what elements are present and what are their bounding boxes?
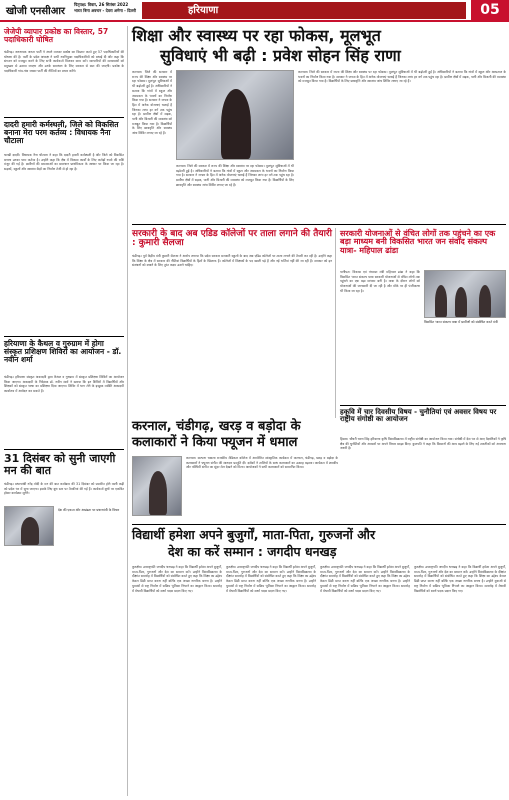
- left-story4-body: चंडीगढ़। प्रधानमंत्री नरेंद्र मोदी के मन की बात कार्यक्रम की 31 दिसंबर को प्रसारित होने वाली कड़ी को प्रदेश भर में सुना जाएगा। इसके लिए बूथ स्तर पर तैयारियां की गई हैं। कार्यकर्ता बूथों पर एकत्रित होकर कार्यक्रम सुनेंगे।: [4, 482, 124, 496]
- feature-headline-line1: करनाल, चंडीगढ़, खरड़ व बड़ोदा के: [132, 419, 301, 434]
- person-figure: [221, 89, 251, 159]
- left-story3-body: चंडीगढ़। हरियाणा संस्कृत अकादमी द्वारा कैथल व गुरुग्राम में संस्कृत प्रशिक्षण शिविरों का आयोजन किया जाएगा। अकादमी के निदेशक डॉ. नवीन शर्मा ने बताया कि इन शिविरों में विद्यार्थियों और शिक्षकों को संस्कृत भाषा का प्रशिक्षण दिया जाएगा। शिविर में भाग लेने के इच्छुक व्यक्ति अकादमी कार्यालय में आवेदन कर सकते हैं।: [4, 375, 124, 394]
- bottom-body-col1: कुरुक्षेत्र। उपराष्ट्रपति जगदीप धनखड़ ने कहा कि विद्यार्थी हमेशा अपने बुजुर्गों, माता-पिता, गुरुजनों और देश का सम्मान करें। उन्होंने विश्वविद्यालय के दीक्षांत समारोह में विद्यार्थियों को संबोधित करते हुए कहा कि शिक्षा का उद्देश्य केवल डिग्री प्राप्त करना नहीं बल्कि एक अच्छा नागरिक बनना है। उन्होंने युवाओं से राष्ट्र निर्माण में सक्रिय भूमिका निभाने का आह्वान किया। समारोह में मेधावी विद्यार्थियों को स्वर्ण पदक प्रदान किए गए।: [132, 565, 222, 593]
- left-story3-headline: हरियाणा के कैथल व गुरुग्राम में होगा संस्कृत प्रशिक्षण शिविरों का आयोजन - डॉ. नवीन शर्मा: [4, 339, 122, 364]
- mid-right-photo: [424, 270, 506, 318]
- masthead-tagline: भारत बिना अवचन - देवरा अमेगा - दिल्ली: [74, 8, 136, 13]
- person-figure: [21, 517, 39, 545]
- mid-right-caption: विकसित भारत संकल्प यात्रा में ग्रामीणों को संबोधित करते मंत्री: [424, 320, 498, 324]
- mid-right-headline: सरकारी योजनाओं से वंचित लोगों तक पहुंचने का एक बड़ा माध्यम बनी विकसित भारत जन संवाद संकल्प यात्रा- महिपाल ढांडा: [340, 229, 496, 255]
- lead-body-col3: करनाल। जिले की सरकार में राज्य की शिक्षा और स्वास्थ्य पर रहा फोकस। मूलभूत सुविधाओं में भी बढ़ोतरी हुई है। अधिकारियों ने बताया कि गांवों में स्कूल और अस्पताल के भवनों का निर्माण किया गया है। सरकार ने जनता के हित में अनेक योजनाएं चलाई हैं जिनका लाभ हर वर्ग तक पहुंच रहा है। ग्रामीण क्षेत्रों में सड़क, पानी और बिजली की व्यवस्था को मजबूत किया गया है। विद्यार्थियों के लिए छात्रवृत्ति और स्वास्थ्य जांच शिविर लगाए जा रहे हैं।: [298, 70, 506, 84]
- divider: [4, 449, 124, 450]
- mid-right-body: पानीपत। विकास एवं पंचायत मंत्री महिपाल ढांडा ने कहा कि विकसित भारत संकल्प यात्रा सरकारी योजनाओं से वंचित लोगों तक पहुंचने का एक बड़ा माध्यम बनी है। यात्रा के दौरान लोगों को योजनाओं की जानकारी दी जा रही है और मौके पर ही पंजीकरण भी किया जा रहा है।: [340, 270, 420, 293]
- left-story4-photo: [4, 506, 54, 546]
- bottom-body-col3: कुरुक्षेत्र। उपराष्ट्रपति जगदीप धनखड़ ने कहा कि विद्यार्थी हमेशा अपने बुजुर्गों, माता-पिता, गुरुजनों और देश का सम्मान करें। उन्होंने विश्वविद्यालय के दीक्षांत समारोह में विद्यार्थियों को संबोधित करते हुए कहा कि शिक्षा का उद्देश्य केवल डिग्री प्राप्त करना नहीं बल्कि एक अच्छा नागरिक बनना है। उन्होंने युवाओं से राष्ट्र निर्माण में सक्रिय भूमिका निभाने का आह्वान किया। समारोह में मेधावी विद्यार्थियों को स्वर्ण पदक प्रदान किए गए।: [320, 565, 410, 593]
- person-figure: [479, 285, 491, 317]
- bottom-headline-line2: देश का करें सम्मान : जगदीप धनखड़: [168, 544, 337, 559]
- person-figure: [435, 285, 447, 317]
- left-story4-caption: देश की एकता और अखंडता पर प्रधानमंत्री के विचार: [58, 508, 120, 512]
- right-story-body: हिसार। चौधरी चरण सिंह हरियाणा कृषि विश्वविद्यालय में राष्ट्रीय संगोष्ठी का आयोजन किया गया। संगोष्ठी में देश भर से आए वैज्ञानिकों ने कृषि क्षेत्र की चुनौतियों और अवसरों पर अपने विचार साझा किए। कुलपति ने कहा कि किसानों की आय बढ़ाने के लिए नई तकनीकों को अपनाना जरूरी है।: [340, 437, 506, 451]
- mid-left-body: चंडीगढ़। पूर्व केंद्रीय मंत्री कुमारी सैलजा ने आरोप लगाया कि प्रदेश सरकार सरकारी स्कूलों के बाद अब एडिड कॉलेजों पर ताला लगाने की तैयारी कर रही है। उन्होंने कहा कि शिक्षा के क्षेत्र में सरकार की नीतियां विद्यार्थियों के हितों के खिलाफ हैं। कॉलेजों में शिक्षकों के पद खाली पड़े हैं और नई भर्तियां नहीं की जा रही हैं। सरकार को इन संस्थानों को बचाने के लिए तुरंत कदम उठाने चाहिए।: [132, 254, 332, 268]
- masthead: [0, 0, 509, 22]
- lead-body-col1: करनाल। जिले की सरकार में राज्य की शिक्षा और स्वास्थ्य पर रहा फोकस। मूलभूत सुविधाओं में भी बढ़ोतरी हुई है। अधिकारियों ने बताया कि गांवों में स्कूल और अस्पताल के भवनों का निर्माण किया गया है। सरकार ने जनता के हित में अनेक योजनाएं चलाई हैं जिनका लाभ हर वर्ग तक पहुंच रहा है। ग्रामीण क्षेत्रों में सड़क, पानी और बिजली की व्यवस्था को मजबूत किया गया है। विद्यार्थियों के लिए छात्रवृत्ति और स्वास्थ्य जांच शिविर लगाए जा रहे हैं।: [132, 70, 172, 136]
- masthead-date: पितृपक्ष: विवार, 26 सितंबर 2022: [74, 2, 129, 7]
- right-story-headline: हकृवि में चार दिवसीय विषय - चुनौतियां एवं अवसर विषय पर राष्ट्रीय संगोष्ठी का आयोजन: [340, 408, 497, 424]
- person-figure: [149, 471, 167, 515]
- page-number: 05: [471, 0, 509, 21]
- lead-headline-line1: शिक्षा और स्वास्थ्य पर रहा फोकस, मूलभूत: [132, 26, 381, 45]
- divider: [4, 336, 124, 337]
- divider: [132, 524, 506, 525]
- left-story1-body: चंडीगढ़। जननायक जनता पार्टी ने अपने व्यापार प्रकोष्ठ का विस्तार करते हुए 57 पदाधिकारियों की घोषणा की है। पार्टी के प्रदेश अध्यक्ष ने सभी नवनियुक्त पदाधिकारियों को बधाई दी और कहा कि संगठन को मजबूत करने के लिए सभी कार्यकर्ता मिलकर काम करें। व्यापारियों की समस्याओं को प्रमुखता से उठाया जाएगा और उनके समाधान के लिए सरकार से बात की जाएगी। प्रकोष्ठ के पदाधिकारी गांव-गांव जाकर पार्टी की नीतियों का प्रचार करेंगे।: [4, 50, 124, 73]
- column-divider: [335, 228, 336, 418]
- divider: [132, 224, 506, 225]
- feature-body: करनाल। कल्पना चावला राजकीय मेडिकल कॉलेज में आयोजित सांस्कृतिक कार्यक्रम में करनाल, चंडीगढ़, खरड़ व बड़ोदा के कलाकारों ने फ्यूजन संगीत की शानदार प्रस्तुति दी। दर्शकों ने तालियों के साथ कलाकारों का उत्साह बढ़ाया। कार्यक्रम में शास्त्रीय और पश्चिमी संगीत का सुंदर मेल देखने को मिला। आयोजकों ने सभी कलाकारों को सम्मानित किया।: [186, 456, 338, 470]
- lead-photo: [176, 70, 294, 160]
- column-divider: [127, 26, 128, 796]
- divider: [4, 117, 124, 118]
- left-story2-body: चरखी दादरी। विधायक नैना चौटाला ने कहा कि दादरी हमारी कर्मस्थली है और जिले को विकसित बनाना उनका परम कर्तव्य है। उन्होंने कहा कि क्षेत्र में विकास कार्यों के लिए करोड़ों रुपये की राशि मंजूर की गई है। ग्रामीणों की समस्याओं का समाधान प्राथमिकता के आधार पर किया जा रहा है। सड़कों, स्कूलों और स्वास्थ्य केंद्रों का निर्माण तेजी से हो रहा है।: [4, 153, 124, 172]
- left-story4-headline: 31 दिसंबर को सुनी जाएगी मन की बात: [4, 452, 116, 477]
- section-title: हरियाणा: [142, 2, 466, 19]
- bottom-body-col4: कुरुक्षेत्र। उपराष्ट्रपति जगदीप धनखड़ ने कहा कि विद्यार्थी हमेशा अपने बुजुर्गों, माता-पिता, गुरुजनों और देश का सम्मान करें। उन्होंने विश्वविद्यालय के दीक्षांत समारोह में विद्यार्थियों को संबोधित करते हुए कहा कि शिक्षा का उद्देश्य केवल डिग्री प्राप्त करना नहीं बल्कि एक अच्छा नागरिक बनना है। उन्होंने युवाओं से राष्ट्र निर्माण में सक्रिय भूमिका निभाने का आह्वान किया। समारोह में मेधावी विद्यार्थियों को स्वर्ण पदक प्रदान किए गए।: [414, 565, 506, 593]
- divider: [340, 405, 506, 406]
- feature-photo: [132, 456, 182, 516]
- paper-name: खोजी एनसीआर: [6, 6, 66, 17]
- mid-left-headline: सरकारी के बाद अब एडिड कॉलेजों पर ताला लगाने की तैयारी : कुमारी सैलजा: [132, 229, 332, 249]
- left-story1-headline: जेजेपी व्यापार प्रकोष्ठ का विस्तार, 57 पदाधिकारी घोषित: [4, 27, 109, 44]
- person-figure: [455, 287, 467, 317]
- bottom-headline-line1: विद्यार्थी हमेशा अपने बुजुर्गों, माता-पिता, गुरुजनों और: [132, 527, 376, 542]
- lead-headline-line2: सुविधाएं भी बढ़ी : प्रवेश सोहन सिंह राणा: [160, 46, 401, 65]
- bottom-body-col2: कुरुक्षेत्र। उपराष्ट्रपति जगदीप धनखड़ ने कहा कि विद्यार्थी हमेशा अपने बुजुर्गों, माता-पिता, गुरुजनों और देश का सम्मान करें। उन्होंने विश्वविद्यालय के दीक्षांत समारोह में विद्यार्थियों को संबोधित करते हुए कहा कि शिक्षा का उद्देश्य केवल डिग्री प्राप्त करना नहीं बल्कि एक अच्छा नागरिक बनना है। उन्होंने युवाओं से राष्ट्र निर्माण में सक्रिय भूमिका निभाने का आह्वान किया। समारोह में मेधावी विद्यार्थियों को स्वर्ण पदक प्रदान किए गए।: [226, 565, 316, 593]
- left-story2-headline: दादरी हमारी कर्मस्थली, जिले को विकसित बनाना मेरा परम कर्तव्य : विधायक नैना चौटाला: [4, 120, 119, 145]
- feature-headline-line2: कलाकारों ने किया फ्यूजन में धमाल: [132, 435, 298, 450]
- masthead-info: [74, 2, 144, 14]
- lead-body-col2: करनाल। जिले की सरकार में राज्य की शिक्षा और स्वास्थ्य पर रहा फोकस। मूलभूत सुविधाओं में भी बढ़ोतरी हुई है। अधिकारियों ने बताया कि गांवों में स्कूल और अस्पताल के भवनों का निर्माण किया गया है। सरकार ने जनता के हित में अनेक योजनाएं चलाई हैं जिनका लाभ हर वर्ग तक पहुंच रहा है। ग्रामीण क्षेत्रों में सड़क, पानी और बिजली की व्यवस्था को मजबूत किया गया है। विद्यार्थियों के लिए छात्रवृत्ति और स्वास्थ्य जांच शिविर लगाए जा रहे हैं।: [176, 164, 294, 187]
